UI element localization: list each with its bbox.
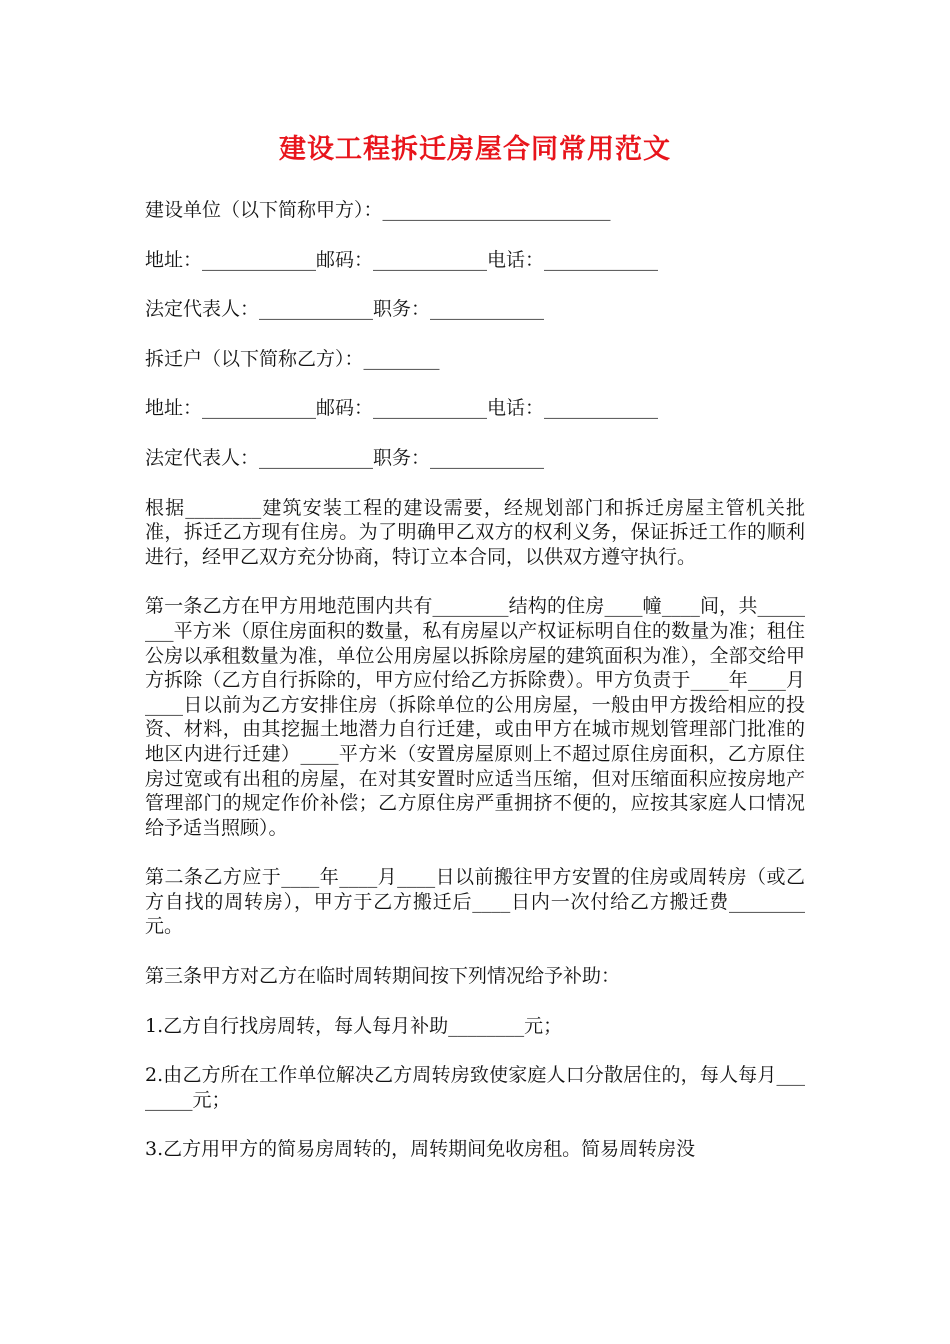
party-a-representative-line: 法定代表人：____________职务：____________	[145, 298, 545, 321]
subsidy-item-3: 3.乙方用甲方的简易房周转的，周转期间免收房租。简易周转房没	[145, 1138, 696, 1161]
party-b-address-line: 地址：____________邮码：____________电话：____________	[145, 397, 659, 420]
article-2-paragraph: 第二条乙方应于____年____月____日以前搬往甲方安置的住房或周转房（或乙方自找的周转房），甲方于乙方搬迁后____日内一次付给乙方搬迁费________元。	[145, 866, 805, 938]
subsidy-item-1: 1.乙方自行找房周转，每人每月补助________元；	[145, 1014, 563, 1037]
preamble-paragraph: 根据________建筑安装工程的建设需要，经规划部门和拆迁房屋主管机关批准，拆迁乙方现有住房。为了明确甲乙双方的权利义务，保证拆迁工作的顺利进行，经甲乙双方充分协商，特订立本合同，以供双方遵守执行。	[145, 496, 805, 568]
party-b-name-line: 拆迁户（以下简称乙方）：________	[145, 347, 440, 370]
party-b-representative-line: 法定代表人：____________职务：____________	[145, 446, 545, 469]
subsidy-item-2: 2.由乙方所在工作单位解决乙方周转房致使家庭人口分散居住的，每人每月________元；	[145, 1064, 805, 1111]
party-a-name-line: 建设单位（以下简称甲方）：________________________	[145, 199, 611, 221]
party-a-address-line: 地址：____________邮码：____________电话：____________	[145, 248, 659, 271]
article-1-paragraph: 第一条乙方在甲方用地范围内共有________结构的住房____幢____间，共________平方米（原住房面积的数量，私有房屋以产权证标明自住的数量为准；租住公房以承租数量为准，单位公用房屋以拆除房屋的建筑面积为准），全部交给甲方拆除（乙方自行拆除的，甲方应付给乙方拆除费）。甲方负责于____年____月____日以前为乙方安排住房（拆除单位的公用房屋，一般由甲方拨给相应的投资、材料，由其挖掘土地潜力自行迁建，或由甲方在城市规划管理部门批准的地区内进行迁建）____平方米（安置房屋原则上不超过原住房面积，乙方原住房过宽或有出租的房屋，在对其安置时应适当压缩，但对压缩面积应按房地产管理部门的规定作价补偿；乙方原住房严重拥挤不便的，应按其家庭人口情况给予适当照顾）。	[145, 595, 805, 839]
document-body	[145, 198, 805, 1187]
document-title: 建设工程拆迁房屋合同常用范文	[279, 134, 671, 165]
article-3-paragraph: 第三条甲方对乙方在临时周转期间按下列情况给予补助：	[145, 965, 621, 988]
